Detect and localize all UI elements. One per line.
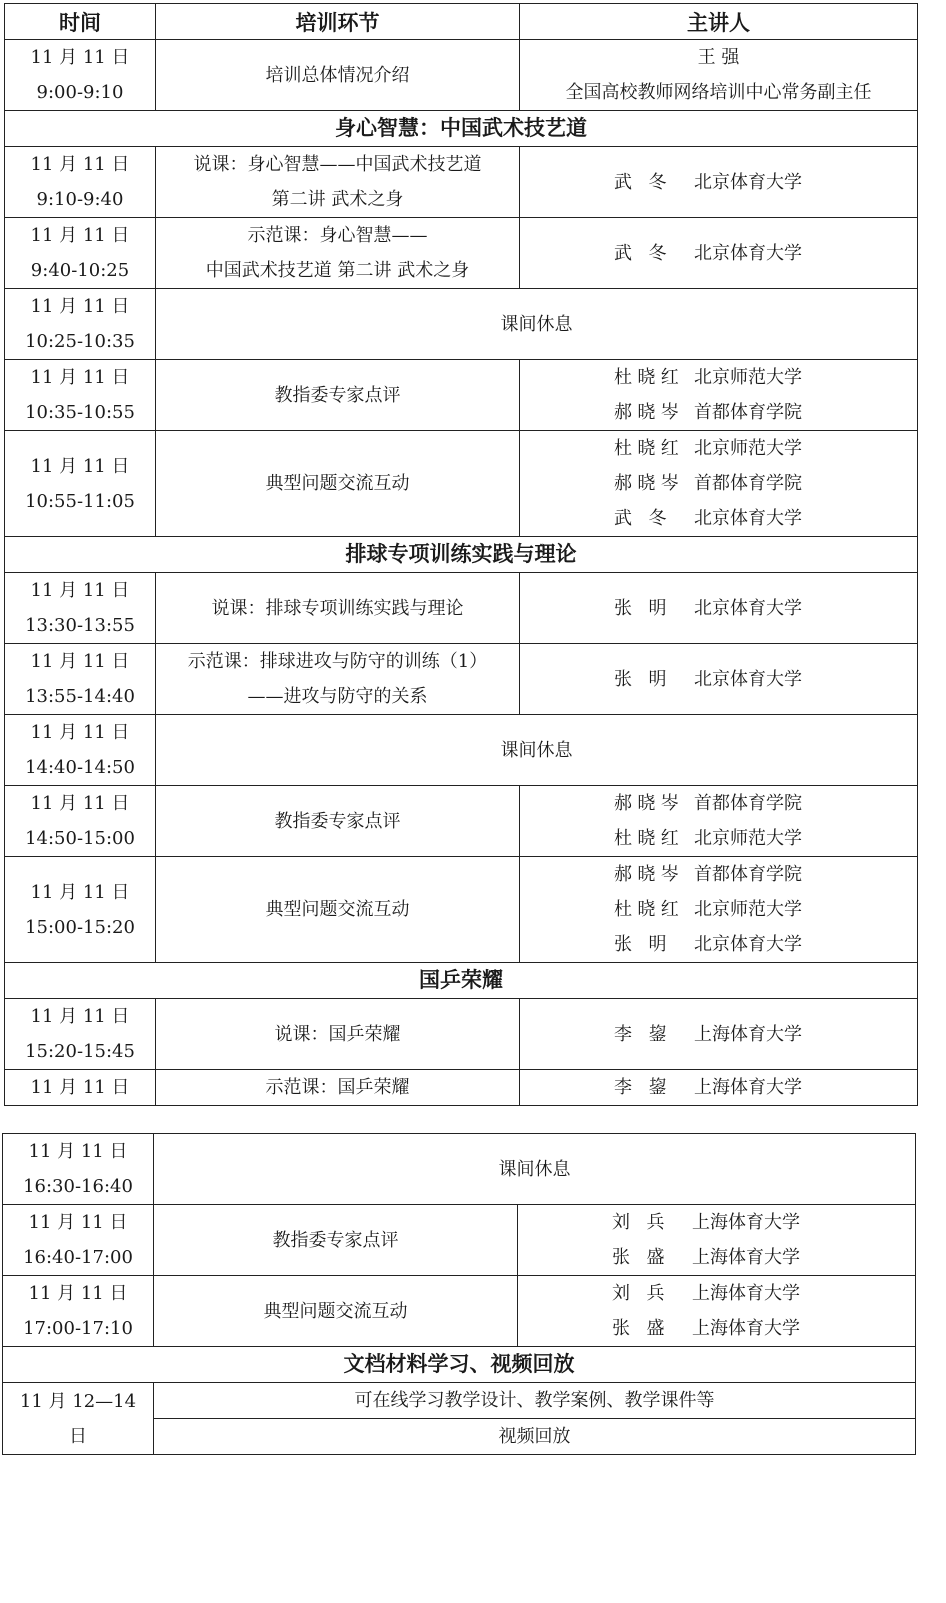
date-text: 11 月 11 日 — [30, 722, 130, 743]
time-range: 10:55-11:05 — [25, 490, 135, 512]
speaker-cell — [520, 573, 918, 644]
break-label: 课间休息 — [156, 289, 918, 360]
speaker-org: 北京师范大学 — [694, 438, 802, 459]
speaker-name: 杜晓红 — [614, 438, 685, 459]
speaker-entry — [520, 395, 917, 430]
section-row — [5, 963, 918, 999]
speaker-name: 张 盛 — [612, 1247, 670, 1268]
speaker-name: 张 盛 — [612, 1318, 670, 1339]
speaker-org: 北京师范大学 — [694, 367, 802, 388]
date-text: 11 月 11 日 — [30, 154, 130, 175]
time-cell — [5, 218, 156, 289]
time-range: 9:40-10:25 — [30, 260, 130, 281]
speaker-name: 郝晓岑 — [614, 864, 685, 885]
break-label: 课间休息 — [156, 715, 918, 786]
speaker-name: 张 明 — [614, 668, 672, 690]
time-cell — [5, 857, 156, 963]
time-range: 9:00-9:10 — [36, 82, 124, 103]
session-cell — [156, 573, 520, 644]
time-range: 15:00-15:20 — [25, 916, 135, 938]
speaker-cell — [520, 786, 918, 857]
time-cell — [5, 431, 156, 537]
table-row — [5, 999, 918, 1070]
break-label: 课间休息 — [154, 1134, 916, 1205]
speaker-cell — [520, 1070, 918, 1106]
speaker-cell — [520, 857, 918, 963]
speaker-org: 上海体育大学 — [694, 1023, 802, 1045]
speaker-name: 李 鋆 — [614, 1077, 672, 1098]
date-text: 11 月 11 日 — [30, 881, 130, 903]
speaker-org: 北京师范大学 — [694, 899, 802, 920]
time-range: 13:30-13:55 — [25, 615, 135, 636]
speaker-org: 上海体育大学 — [694, 1077, 802, 1098]
time-cell — [5, 147, 156, 218]
session-text: 示范课：身心智慧—— — [247, 225, 428, 246]
break-row — [5, 289, 918, 360]
header-session: 培训环节 — [156, 4, 520, 40]
speaker-entry — [520, 1017, 917, 1052]
date-text: 11 月 12—14 — [19, 1390, 137, 1412]
speaker-org: 首都体育学院 — [694, 402, 802, 423]
speaker-entry — [518, 1205, 915, 1240]
time-cell — [5, 360, 156, 431]
time-cell — [5, 1070, 156, 1106]
speaker-cell — [520, 644, 918, 715]
time-range: 17:00-17:10 — [23, 1318, 133, 1339]
table-row — [5, 218, 918, 289]
session-cell — [156, 644, 520, 715]
session-cell — [156, 786, 520, 857]
session-cell — [156, 999, 520, 1070]
speaker-org: 北京体育大学 — [694, 171, 802, 193]
schedule-body-part1 — [5, 40, 918, 1106]
session-text: 可在线学习教学设计、教学案例、教学课件等 — [154, 1383, 916, 1419]
session-text: 中国武术技艺道 第二讲 武术之身 — [205, 260, 470, 281]
time-range: 10:35-10:55 — [25, 402, 135, 423]
speaker-org: 首都体育学院 — [694, 473, 802, 494]
speaker-org: 上海体育大学 — [692, 1283, 800, 1304]
speaker-entry — [520, 165, 917, 200]
speaker-name: 李 鋆 — [614, 1023, 672, 1045]
speaker-name: 郝晓岑 — [614, 793, 685, 814]
speaker-name: 武 冬 — [614, 171, 672, 193]
session-text: 示范课：排球进攻与防守的训练（1） — [187, 651, 488, 672]
date-text: 11 月 11 日 — [30, 296, 130, 317]
time-range: 9:10-9:40 — [36, 189, 124, 210]
speaker-name: 武 冬 — [614, 508, 672, 529]
speaker-cell — [520, 431, 918, 537]
session-text: 视频回放 — [154, 1419, 916, 1455]
speaker-name: 武 冬 — [614, 242, 672, 264]
break-row — [5, 715, 918, 786]
speaker-name: 张 明 — [614, 934, 672, 955]
schedule-body-part2 — [3, 1134, 916, 1455]
table-row — [5, 147, 918, 218]
speaker-entry — [520, 501, 917, 536]
date-text: 11 月 11 日 — [28, 1212, 128, 1233]
session-text: 教指委专家点评 — [274, 810, 401, 832]
session-cell — [156, 431, 520, 537]
section-row — [5, 111, 918, 147]
session-text: 教指委专家点评 — [274, 384, 401, 406]
break-row — [3, 1134, 916, 1205]
session-cell — [156, 1070, 520, 1106]
speaker-entry — [520, 236, 917, 271]
speaker-cell — [518, 1205, 916, 1276]
speaker-entry — [518, 1240, 915, 1275]
session-cell — [156, 857, 520, 963]
speaker-org: 北京体育大学 — [694, 597, 802, 619]
time-range: 15:20-15:45 — [25, 1041, 135, 1062]
section-title: 身心智慧：中国武术技艺道 — [5, 111, 918, 147]
date-text: 11 月 11 日 — [30, 793, 130, 814]
speaker-name: 杜晓红 — [614, 367, 685, 388]
time-cell — [5, 786, 156, 857]
time-cell — [5, 40, 156, 111]
table-row — [3, 1205, 916, 1276]
session-text: 第二讲 武术之身 — [271, 189, 404, 210]
speaker-entry — [520, 857, 917, 892]
section-title: 文档材料学习、视频回放 — [3, 1347, 916, 1383]
speaker-text: 全国高校教师网络培训中心常务副主任 — [565, 82, 872, 103]
speaker-name: 杜晓红 — [614, 899, 685, 920]
section-title: 国乒荣耀 — [5, 963, 918, 999]
time-range: 14:40-14:50 — [25, 757, 135, 778]
session-text: 典型问题交流互动 — [263, 1300, 408, 1322]
speaker-entry — [520, 892, 917, 927]
speaker-cell — [520, 218, 918, 289]
speaker-org: 首都体育学院 — [694, 864, 802, 885]
table-row — [5, 1070, 918, 1106]
time-range: 13:55-14:40 — [25, 686, 135, 707]
table-row — [3, 1383, 916, 1419]
time-cell — [3, 1383, 154, 1455]
table-row — [5, 857, 918, 963]
time-range: 16:30-16:40 — [23, 1176, 133, 1197]
time-cell — [5, 289, 156, 360]
time-cell — [3, 1205, 154, 1276]
date-text: 日 — [69, 1425, 87, 1447]
time-range: 14:50-15:00 — [25, 828, 135, 849]
speaker-entry — [520, 431, 917, 466]
speaker-org: 北京体育大学 — [694, 508, 802, 529]
time-range: 10:25-10:35 — [25, 331, 135, 352]
speaker-entry — [518, 1276, 915, 1311]
time-cell — [3, 1276, 154, 1347]
time-cell — [5, 999, 156, 1070]
session-text: 示范课：国乒荣耀 — [265, 1077, 410, 1098]
table-row — [3, 1276, 916, 1347]
time-cell — [3, 1134, 154, 1205]
schedule-table-continued — [2, 1133, 916, 1455]
speaker-org: 上海体育大学 — [692, 1212, 800, 1233]
session-cell — [156, 40, 520, 111]
speaker-entry — [518, 1311, 915, 1346]
table-row — [5, 40, 918, 111]
session-text: 教指委专家点评 — [272, 1229, 399, 1251]
speaker-cell — [520, 999, 918, 1070]
table-row — [5, 786, 918, 857]
speaker-name: 刘 兵 — [612, 1212, 670, 1233]
table-row — [5, 431, 918, 537]
time-range: 16:40-17:00 — [23, 1247, 133, 1268]
session-text: 说课：排球专项训练实践与理论 — [211, 597, 464, 619]
speaker-entry — [520, 466, 917, 501]
date-text: 11 月 11 日 — [30, 651, 130, 672]
date-text: 11 月 11 日 — [30, 47, 130, 68]
section-title: 排球专项训练实践与理论 — [5, 537, 918, 573]
speaker-org: 上海体育大学 — [692, 1318, 800, 1339]
speaker-name: 杜晓红 — [614, 828, 685, 849]
date-text: 11 月 11 日 — [30, 580, 130, 601]
section-row — [5, 537, 918, 573]
speaker-text: 王 强 — [697, 47, 740, 68]
time-cell — [5, 644, 156, 715]
date-text: 11 月 11 日 — [30, 1077, 130, 1098]
header-time: 时间 — [5, 4, 156, 40]
table-header-row — [5, 4, 918, 40]
speaker-name: 郝晓岑 — [614, 402, 685, 423]
table-row — [5, 360, 918, 431]
speaker-name: 张 明 — [614, 597, 672, 619]
speaker-cell — [518, 1276, 916, 1347]
session-cell — [154, 1276, 518, 1347]
date-text: 11 月 11 日 — [28, 1141, 128, 1162]
session-text: 典型问题交流互动 — [265, 899, 410, 920]
speaker-name: 刘 兵 — [612, 1283, 670, 1304]
speaker-entry — [520, 786, 917, 821]
table-row — [5, 573, 918, 644]
speaker-org: 北京体育大学 — [694, 934, 802, 955]
session-text: 说课：国乒荣耀 — [274, 1023, 401, 1045]
speaker-org: 首都体育学院 — [694, 793, 802, 814]
speaker-name: 郝晓岑 — [614, 473, 685, 494]
speaker-cell — [520, 360, 918, 431]
speaker-entry — [520, 591, 917, 626]
session-cell — [156, 147, 520, 218]
speaker-org: 北京师范大学 — [694, 828, 802, 849]
speaker-entry — [520, 1070, 917, 1105]
schedule-table — [4, 3, 918, 1106]
time-cell — [5, 573, 156, 644]
speaker-org: 北京体育大学 — [694, 668, 802, 690]
session-text: 典型问题交流互动 — [265, 473, 410, 494]
speaker-cell — [520, 40, 918, 111]
header-speaker: 主讲人 — [520, 4, 918, 40]
date-text: 11 月 11 日 — [30, 225, 130, 246]
speaker-entry — [520, 821, 917, 856]
speaker-entry — [520, 927, 917, 962]
date-text: 11 月 11 日 — [28, 1283, 128, 1304]
speaker-org: 上海体育大学 — [692, 1247, 800, 1268]
session-text: ——进攻与防守的关系 — [247, 686, 428, 707]
speaker-entry — [520, 662, 917, 697]
date-text: 11 月 11 日 — [30, 367, 130, 388]
session-cell — [154, 1205, 518, 1276]
session-text: 培训总体情况介绍 — [265, 64, 410, 86]
session-text: 说课：身心智慧——中国武术技艺道 — [193, 154, 482, 175]
date-text: 11 月 11 日 — [30, 1006, 130, 1027]
session-cell — [156, 360, 520, 431]
date-text: 11 月 11 日 — [30, 455, 130, 477]
table-row — [5, 644, 918, 715]
speaker-entry — [520, 360, 917, 395]
speaker-org: 北京体育大学 — [694, 242, 802, 264]
section-row — [3, 1347, 916, 1383]
speaker-cell — [520, 147, 918, 218]
time-cell — [5, 715, 156, 786]
session-cell — [156, 218, 520, 289]
